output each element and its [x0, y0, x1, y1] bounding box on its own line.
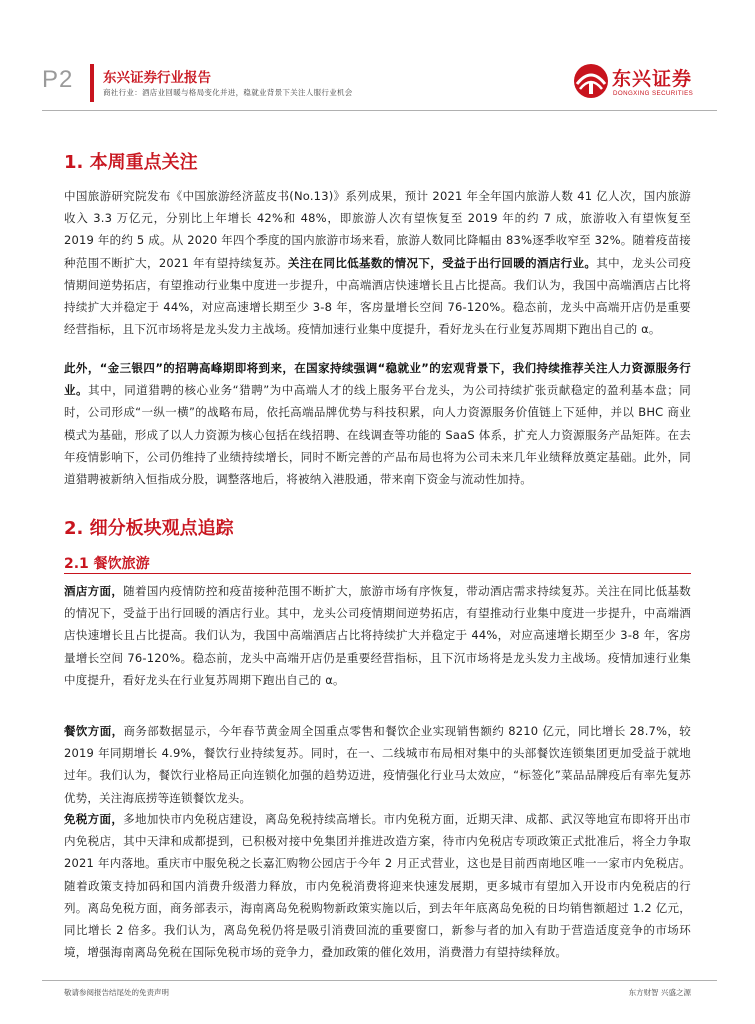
paragraph-highlight: 关注在同比低基数的情况下，受益于出行回暖的酒店行业。 — [287, 255, 597, 270]
section-1-paragraph-2 — [64, 357, 691, 490]
paragraph-text: 随着国内疫情防控和疫苗接种范围不断扩大，旅游市场有序恢复，带动酒店需求持续复苏。关注在同比低基数的情况下，受益于出行回暖的酒店行业。其中，龙头公司疫情期间逆势拓店，有望推动行业集中度进一步提升，中高端酒店快速增长且占比提高。我们认为，我国中高端酒店占比将持续扩大并稳定于 44%，对应高速增长期至少 3-8 年，客房量增长空间 76-120%。稳态前，龙头中高端开店仍是重要经营指标，且下沉市场将是龙头发力主战场。疫情加速行业集中度提升，看好龙头在行业复苏周期下跑出自己的 α。 — [64, 584, 691, 687]
paragraph-text: 其中，龙头公司疫情期间逆势拓店，有望推动行业集中度进一步提升，中高端酒店快速增长且占比提高。我们认为，我国中高端酒店占比将持续扩大并稳定于 44%，对应高速增长期至少 3-8 年，客房量增长空间 76-120%。稳态前，龙头中高端开店仍是重要经营指标，且下沉市场将是龙头发力主战场。疫情加速行业集中度提升，看好龙头在行业复苏周期下跑出自己的 α。 — [64, 255, 691, 337]
page-header — [0, 0, 755, 112]
section-1-paragraph-1 — [64, 185, 691, 340]
dutyfree-paragraph — [64, 808, 691, 963]
company-logo — [572, 60, 717, 104]
subsection-divider — [64, 573, 691, 574]
hotel-paragraph — [64, 580, 691, 691]
header-divider — [42, 110, 717, 111]
food-paragraph — [64, 720, 691, 809]
footer-disclaimer: 敬请参阅报告结尾处的免责声明 — [64, 988, 169, 997]
footer-divider — [42, 980, 717, 981]
logo-english-name: DONGXING SECURITIES — [613, 90, 694, 97]
logo-mark-icon — [572, 62, 610, 100]
subsection-2-1-heading: 2.1 餐饮旅游 — [64, 556, 150, 572]
paragraph-text: 商务部数据显示，今年春节黄金周全国重点零售和餐饮企业实现销售额约 8210 亿元，同比增长 28.7%，较 2019 年同期增长 4.9%，餐饮行业持续复苏。同时，在一、二线城市布局相对集中的头部餐饮连锁集团更加受益于就地过年。我们认为，餐饮行业格局正向连锁化加强的趋势迈进，疫情强化行业马太效应，“标签化”菜品品牌疫后有率先复苏优势，关注海底捞等连锁餐饮龙头。 — [64, 724, 691, 805]
section-1-heading: 1. 本周重点关注 — [64, 152, 198, 173]
report-subtitle: 商社行业：酒店业回暖与格局变化并进，稳就业背景下关注人服行业机会 — [103, 88, 353, 97]
report-title: 东兴证券行业报告 — [103, 70, 211, 86]
hotel-lead: 酒店方面， — [64, 584, 124, 598]
section-2-heading: 2. 细分板块观点追踪 — [64, 518, 234, 539]
paragraph-text: 其中，同道猎聘的核心业务“猎聘”为中高端人才的线上服务平台龙头，为公司持续扩张贡献稳定的盈利基本盘；同时，公司形成“一纵一横”的战略布局，依托高端品牌优势与科技积累，向人力资源服务价值链上下延伸，并以 BHC 商业模式为基础，形成了以人力资源为核心包括在线招聘、在线调查等功能的 SaaS 体系，扩充人力资源服务产品矩阵。在去年疫情影响下，公司仍维持了业绩持续增长，同时不断完善的产品布局也将为公司未来几年业绩释放奠定基础。此外，同道猎聘被新纳入恒指成分股，调整落地后，将被纳入港股通，带来南下资金与流动性加持。 — [64, 383, 691, 487]
food-lead: 餐饮方面， — [64, 724, 124, 738]
footer-slogan: 东方财智 兴盛之源 — [628, 988, 691, 997]
dutyfree-lead: 免税方面， — [64, 812, 124, 826]
page-number: P2 — [42, 66, 74, 93]
header-accent-bar — [90, 64, 94, 102]
paragraph-highlight: 此外，“金三银四”的招聘高峰期即将到来，在国家持续强调“稳就业”的宏观背景下，我们持续推荐关注人力资源服务行业。 — [64, 361, 691, 398]
paragraph-text: 中国旅游研究院发布《中国旅游经济蓝皮书(No.13)》系列成果，预计 2021 年全年国内旅游人数 41 亿人次，国内旅游收入 3.3 万亿元，分别比上年增长 42%和 48%，即旅游人次有望恢复至 2019 年的约 7 成，旅游收入有望恢复至 2019 年的约 5 成。从 2020 年四个季度的国内旅游市场来看，旅游人数同比降幅由 83%逐季收窄至 32%。随着疫苗接种范围不断扩大，2021 年有望持续复苏。 — [64, 189, 691, 270]
paragraph-text: 多地加快市内免税店建设，离岛免税持续高增长。市内免税方面，近期天津、成都、武汉等地宣布即将开出市内免税店，其中天津和成都提到，已积极对接中免集团并推进改造方案，待市内免税店专项政策正式批准后，将全力争取 2021 年内落地。重庆市中服免税之长嘉汇购物公园店于今年 2 月正式营业，这也是目前西南地区唯一一家市内免税店。随着政策支持加码和国内消费升级潜力释放，市内免税消费将迎来快速发展期，更多城市有望加入开设市内免税店的行列。离岛免税方面，商务部表示，海南离岛免税购物新政策实施以后，到去年年底离岛免税的日均销售额超过 1.2 亿元，同比增长 2 倍多。我们认为，离岛免税仍将是吸引消费回流的重要窗口，新参与者的加入有助于营造适度竞争的市场环境，增强海南离岛免税在国际免税市场的竞争力，叠加政策的催化效用，消费潜力有望持续释放。 — [64, 812, 691, 960]
logo-chinese-name: 东兴证券 — [612, 68, 693, 90]
